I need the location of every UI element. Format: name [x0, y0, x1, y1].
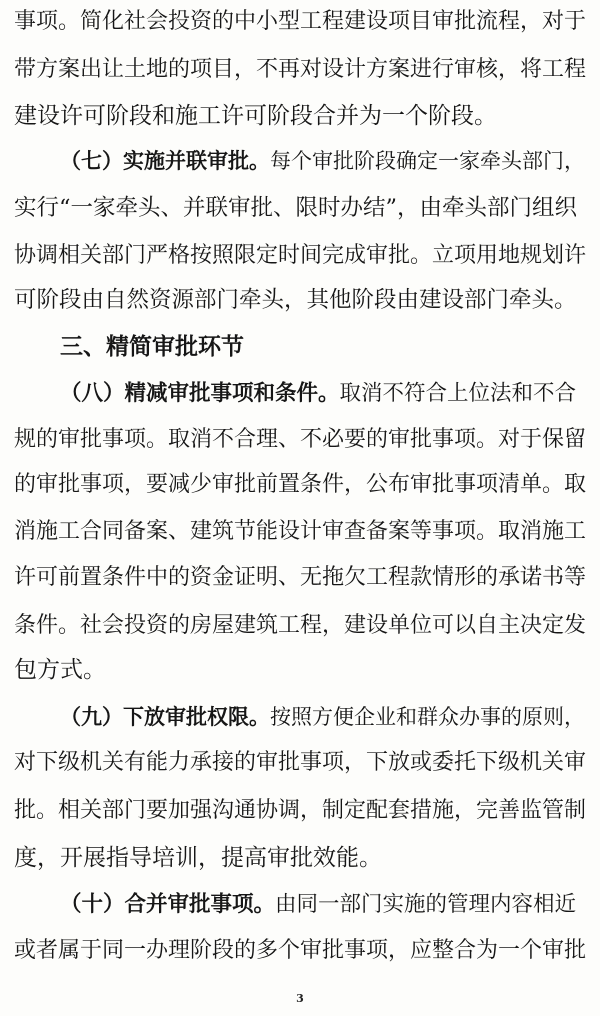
- text-segment: 事项。简化社会投资的中小型工程建设项目审批流程，对于: [14, 9, 587, 34]
- text-line: [14, 654, 586, 686]
- text-segment: 规的审批事项。取消不合理、不必要的审批事项。对于保留: [14, 427, 587, 452]
- text-segment: 取消不符合上位法和不合: [339, 381, 577, 406]
- text-segment: 可阶段由自然资源部门牵头，其他阶段由建设部门牵头。: [14, 287, 577, 313]
- text-line: [14, 240, 586, 272]
- text-line: [60, 145, 586, 177]
- bold-text-segment: （八）精减审批事项和条件。: [60, 381, 340, 406]
- text-line: [14, 935, 586, 967]
- text-line: [14, 192, 586, 224]
- text-line: [60, 331, 586, 363]
- page-number: 3: [296, 992, 304, 1005]
- bold-text-segment: 三、精简审批环节: [60, 333, 244, 360]
- text-segment: 由同一部门实施的管理内容相近: [275, 892, 577, 917]
- text-segment: 协调相关部门严格按照限定时间完成审批。立项用地规划许: [14, 243, 587, 268]
- text-segment: 度，开展指导培训，提高审批效能。: [14, 845, 382, 871]
- text-line: [14, 424, 586, 456]
- text-segment: 消施工合同备案、建筑节能设计审查备案等事项。取消施工: [14, 519, 587, 544]
- text-segment: 的审批事项，要减少审批前置条件，公布审批事项清单。取: [14, 472, 587, 497]
- text-line: [14, 562, 586, 594]
- text-segment: 带方案出让土地的项目，不再对设计方案进行审核，将工程: [14, 57, 587, 82]
- text-line: [14, 6, 586, 38]
- text-segment: 实行“一家牵头、并联审批、限时办结”，由牵头部门组织: [14, 195, 578, 221]
- text-line: [60, 378, 586, 410]
- text-segment: 或者属于同一办理阶段的多个审批事项，应整合为一个审批: [14, 938, 587, 963]
- text-line: [14, 747, 586, 779]
- text-segment: 许可前置条件中的资金证明、无拖欠工程款情形的承诺书等: [14, 565, 587, 590]
- text-segment: 每个审批阶段确定一家牵头部门，: [270, 149, 585, 173]
- text-segment: 按照方便企业和群众办事的原则，: [270, 705, 585, 729]
- text-line: [14, 54, 586, 86]
- text-line: [60, 701, 586, 733]
- bold-text-segment: （七）实施并联审批。: [60, 148, 270, 173]
- text-line: [14, 795, 586, 827]
- bold-text-segment: （十）合并审批事项。: [60, 892, 276, 917]
- text-line: [14, 100, 586, 132]
- text-segment: 建设许可阶段和施工许可阶段合并为一个阶段。: [14, 103, 497, 129]
- text-line: [14, 610, 586, 642]
- text-line: [14, 842, 586, 874]
- text-segment: 对下级机关有能力承接的审批事项，下放或委托下级机关审: [14, 750, 587, 775]
- text-segment: 批。相关部门要加强沟通协调，制定配套措施，完善监管制: [14, 798, 587, 823]
- text-line: [14, 516, 586, 548]
- text-segment: 包方式。: [14, 657, 106, 683]
- text-line: [60, 889, 586, 921]
- bold-text-segment: （九）下放审批权限。: [60, 704, 270, 729]
- text-segment: 条件。社会投资的房屋建筑工程，建设单位可以自主决定发: [14, 613, 587, 638]
- text-line: [14, 469, 586, 501]
- text-line: [14, 284, 586, 316]
